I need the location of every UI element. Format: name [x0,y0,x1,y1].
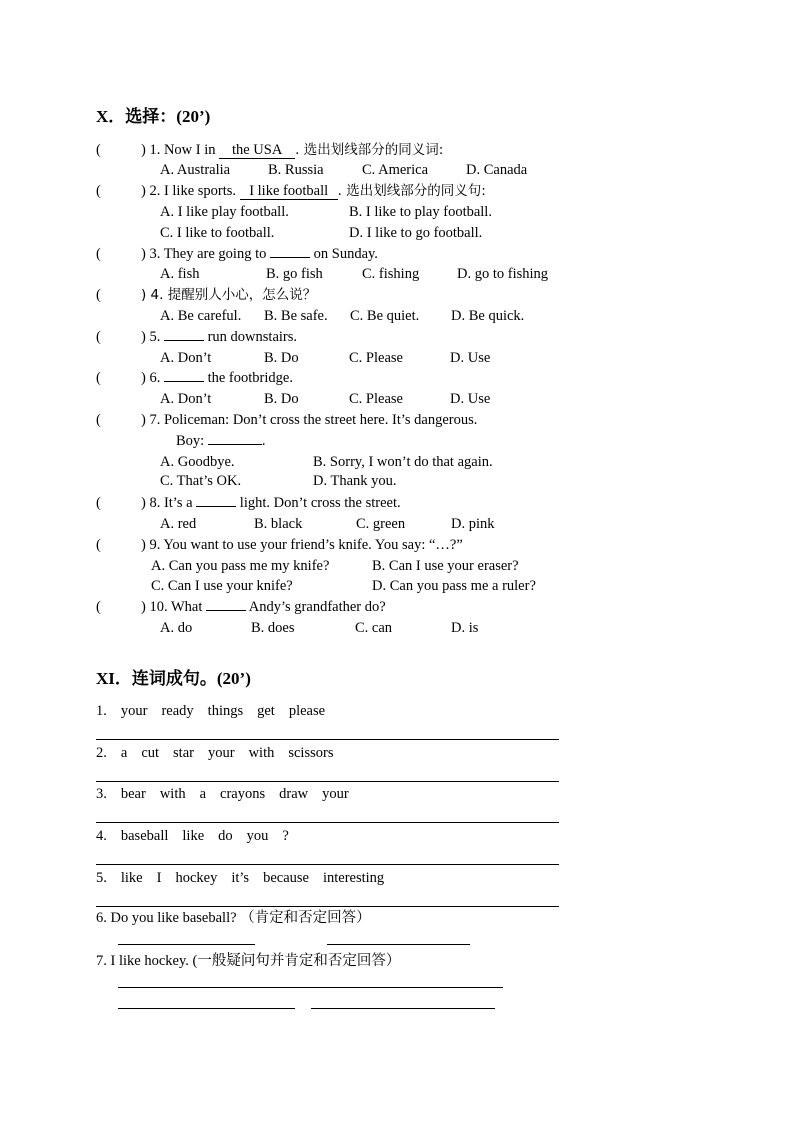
q8-opt-b: B. black [254,516,303,532]
q8-blank[interactable] [196,494,236,507]
section-11-title: XI．连词成句。(20’) [96,669,251,688]
q8-paren: ( [96,495,101,511]
q1-underlined: the USA [219,143,295,159]
q2-opt-d: D. I like to go football. [349,225,483,241]
q4-opt-b: B. Be safe. [264,308,328,324]
q10-opt-b: B. does [251,620,295,636]
q10-opt-a: A. do [160,620,193,636]
q7-blank[interactable] [208,432,262,445]
q9-opt-c: C. Can I use your knife? [151,578,293,594]
answer-line-6b[interactable] [327,944,470,945]
q1-opt-d: D. Canada [466,162,528,178]
q5-stem: ) 5. run downstairs. [141,329,298,345]
q3-opt-b: B. go fish [266,266,323,282]
q6-opt-b: B. Do [264,391,299,407]
q3-opt-c: C. fishing [362,266,420,282]
q6-blank[interactable] [164,369,204,382]
q9-stem: ) 9. You want to use your friend’s knife. You say: “…?” [141,537,463,553]
answer-line-2[interactable] [96,781,559,782]
s11-item-2: 2. a cut star your with scissors [96,745,334,761]
q10-opt-d: D. is [451,620,479,636]
q7-stem: ) 7. Policeman: Don’t cross the street here. It’s dangerous. [141,412,478,428]
q4-stem: ) 4. 提醒别人小心，怎么说？ [141,287,317,303]
q8-opt-a: A. red [160,516,197,532]
q8-stem: ) 8. It’s a light. Don’t cross the street. [141,495,401,511]
q2-underlined: I like football [240,184,338,200]
q2-stem: ) 2. I like sports. I like football . 选出划线部分的同义句: [141,183,486,199]
q2-opt-a: A. I like play football. [160,204,289,220]
q5-paren: ( [96,329,101,345]
q7-opt-a: A. Goodbye. [160,454,235,470]
q3-stem: ) 3. They are going to on Sunday. [141,246,378,262]
s11-item-3: 3. bear with a crayons draw your [96,786,349,802]
q5-opt-d: D. Use [450,350,491,366]
q1-stem: ) 1. Now I in the USA . 选出划线部分的同义词: [141,142,444,158]
q5-blank[interactable] [164,328,204,341]
q7-opt-b: B. Sorry, I won’t do that again. [313,454,493,470]
answer-line-3[interactable] [96,822,559,823]
q6-opt-c: C. Please [349,391,403,407]
q4-opt-a: A. Be careful. [160,308,242,324]
q7-opt-d: D. Thank you. [313,473,397,489]
q5-opt-b: B. Do [264,350,299,366]
q9-paren: ( [96,537,101,553]
q7-paren: ( [96,412,101,428]
q3-paren: ( [96,246,101,262]
q4-paren: ( [96,287,101,303]
answer-line-7b[interactable] [118,1008,295,1009]
q10-opt-c: C. can [355,620,393,636]
q3-opt-a: A. fish [160,266,200,282]
q10-paren: ( [96,599,101,615]
q8-opt-c: C. green [356,516,406,532]
q5-opt-a: A. Don’t [160,350,212,366]
q7-boy: Boy: . [176,433,266,449]
q7-opt-c: C. That’s OK. [160,473,242,489]
q6-opt-d: D. Use [450,391,491,407]
q8-opt-d: D. pink [451,516,495,532]
q10-stem: ) 10. What Andy’s grandfather do? [141,599,386,615]
s11-item-6: 6. Do you like baseball? （肯定和否定回答） [96,910,371,926]
q1-opt-c: C. America [362,162,429,178]
s11-item-7: 7. I like hockey. (一般疑问句并肯定和否定回答） [96,953,401,969]
s11-item-5: 5. like I hockey it’s because interesting [96,870,385,886]
answer-line-1[interactable] [96,739,559,740]
q1-paren: ( [96,142,101,158]
answer-line-7c[interactable] [311,1008,495,1009]
q6-opt-a: A. Don’t [160,391,212,407]
q2-paren: ( [96,183,101,199]
answer-line-7a[interactable] [118,987,503,988]
q1-opt-b: B. Russia [268,162,324,178]
q6-stem: ) 6. the footbridge. [141,370,293,386]
s11-item-4: 4. baseball like do you ? [96,828,289,844]
q9-opt-b: B. Can I use your eraser? [372,558,519,574]
q2-opt-c: C. I like to football. [160,225,275,241]
q4-opt-c: C. Be quiet. [350,308,420,324]
q5-opt-c: C. Please [349,350,403,366]
q9-opt-d: D. Can you pass me a ruler? [372,578,536,594]
q3-opt-d: D. go to fishing [457,266,549,282]
answer-line-4[interactable] [96,864,559,865]
section-10-title: X．选择：(20’) [96,107,211,126]
q2-opt-b: B. I like to play football. [349,204,492,220]
q1-opt-a: A. Australia [160,162,231,178]
q3-blank[interactable] [270,245,310,258]
q6-paren: ( [96,370,101,386]
q4-opt-d: D. Be quick. [451,308,525,324]
answer-line-6a[interactable] [118,944,255,945]
q9-opt-a: A. Can you pass me my knife? [151,558,330,574]
s11-item-1: 1. your ready things get please [96,703,326,719]
q10-blank[interactable] [206,598,246,611]
answer-line-5[interactable] [96,906,559,907]
